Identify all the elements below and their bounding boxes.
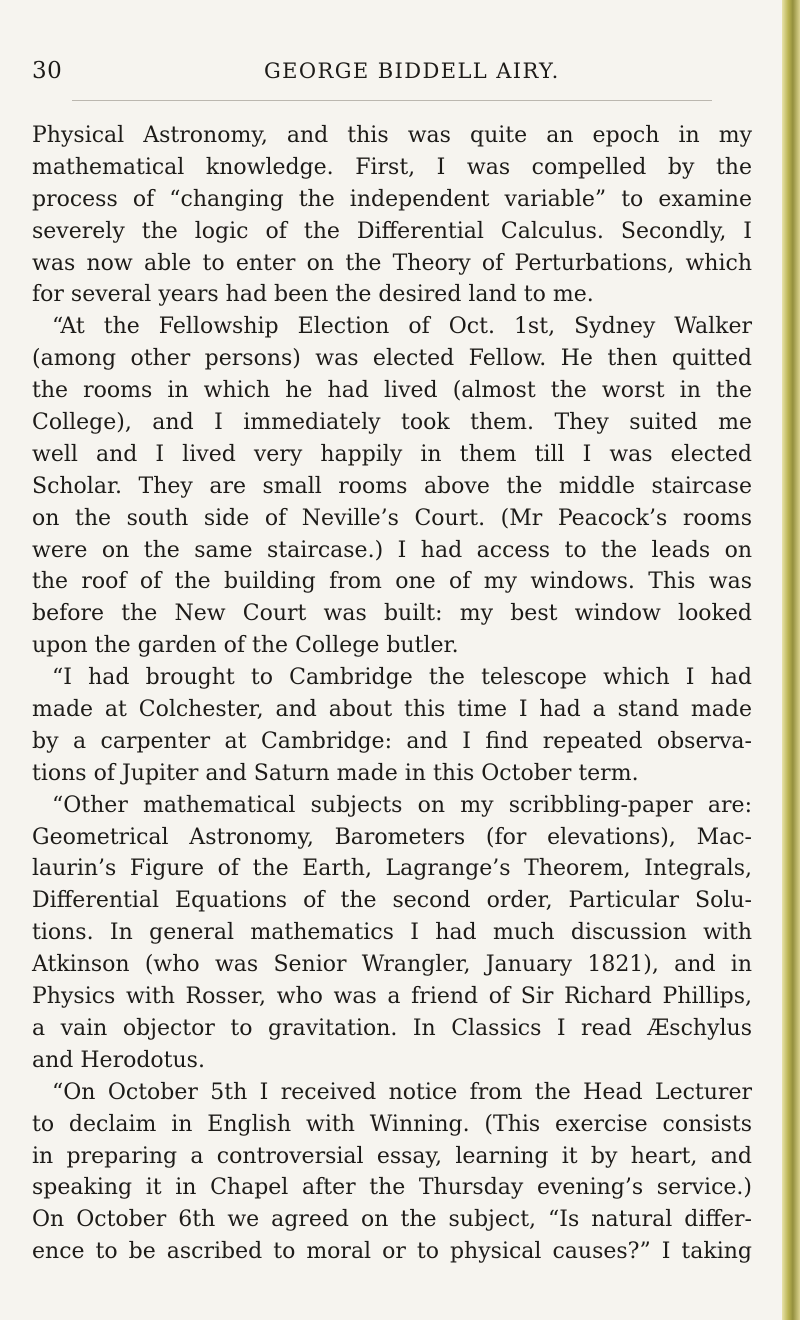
text-line: made at Colchester, and about this time I had a stand made [32, 697, 752, 723]
text-line: On October 6th we agreed on the subject, “Is natural differ- [32, 1207, 752, 1233]
running-title: GEORGE BIDDELL AIRY. [264, 59, 560, 83]
text-line: ence to be ascribed to moral or to physical causes?” I taking [32, 1239, 752, 1265]
text-line: upon the garden of the College butler. [32, 633, 459, 659]
text-line: (among other persons) was elected Fellow. He then quitted [32, 346, 752, 372]
page-header [32, 58, 747, 94]
text-line: was now able to enter on the Theory of Perturbations, which [32, 250, 752, 276]
text-line: Physical Astronomy, and this was quite an epoch in my [32, 123, 752, 148]
text-line: on the south side of Neville’s Court. (Mr Peacock’s rooms [32, 505, 752, 531]
text-line: Geometrical Astronomy, Barometers (for elevations), Mac- [32, 824, 752, 850]
page-number: 30 [32, 58, 63, 84]
text-line: tions. In general mathematics I had much discussion with [32, 920, 752, 946]
text-line: mathematical knowledge. First, I was compelled by the [32, 154, 752, 180]
text-line: Physics with Rosser, who was a friend of Sir Richard Phillips, [32, 984, 752, 1010]
text-line: for several years had been the desired land to me. [32, 282, 594, 308]
text-line: “On October 5th I received notice from the Head Lecturer [52, 1079, 752, 1105]
text-line: tions of Jupiter and Saturn made in this October term. [32, 760, 639, 786]
text-line: a vain objector to gravitation. In Classics I read Æschylus [32, 1015, 752, 1041]
text-line: severely the logic of the Differential Calculus. Secondly, I [32, 218, 752, 244]
text-line: the rooms in which he had lived (almost the worst in the [32, 378, 752, 404]
text-line: Atkinson (who was Senior Wrangler, January 1821), and in [32, 952, 752, 978]
page-edge [782, 0, 800, 1320]
text-line: to declaim in English with Winning. (This exercise consists [32, 1111, 752, 1137]
text-line: speaking it in Chapel after the Thursday evening’s service.) [32, 1175, 752, 1201]
text-line: in preparing a controversial essay, learning it by heart, and [32, 1143, 752, 1169]
text-line: laurin’s Figure of the Earth, Lagrange’s Theorem, Integrals, [32, 856, 752, 882]
text-line: and Herodotus. [32, 1047, 205, 1073]
text-line: Scholar. They are small rooms above the middle staircase [32, 473, 752, 499]
text-line: by a carpenter at Cambridge: and I find repeated observa- [32, 728, 752, 754]
text-line: College), and I immediately took them. They suited me [32, 410, 752, 436]
text-line: “Other mathematical subjects on my scribbling-paper are: [52, 792, 752, 818]
text-line: well and I lived very happily in them till I was elected [32, 441, 752, 467]
text-line: “At the Fellowship Election of Oct. 1st, Sydney Walker [52, 314, 752, 340]
text-line: Differential Equations of the second order, Particular Solu- [32, 888, 752, 914]
text-line: “I had brought to Cambridge the telescope which I had [52, 665, 752, 691]
text-line: before the New Court was built: my best window looked [32, 601, 752, 627]
header-rule [72, 100, 712, 101]
body-text [32, 120, 752, 1268]
text-line: the roof of the building from one of my windows. This was [32, 569, 752, 595]
text-line: process of “changing the independent variable” to examine [32, 186, 752, 212]
text-line: were on the same staircase.) I had access to the leads on [32, 537, 752, 563]
